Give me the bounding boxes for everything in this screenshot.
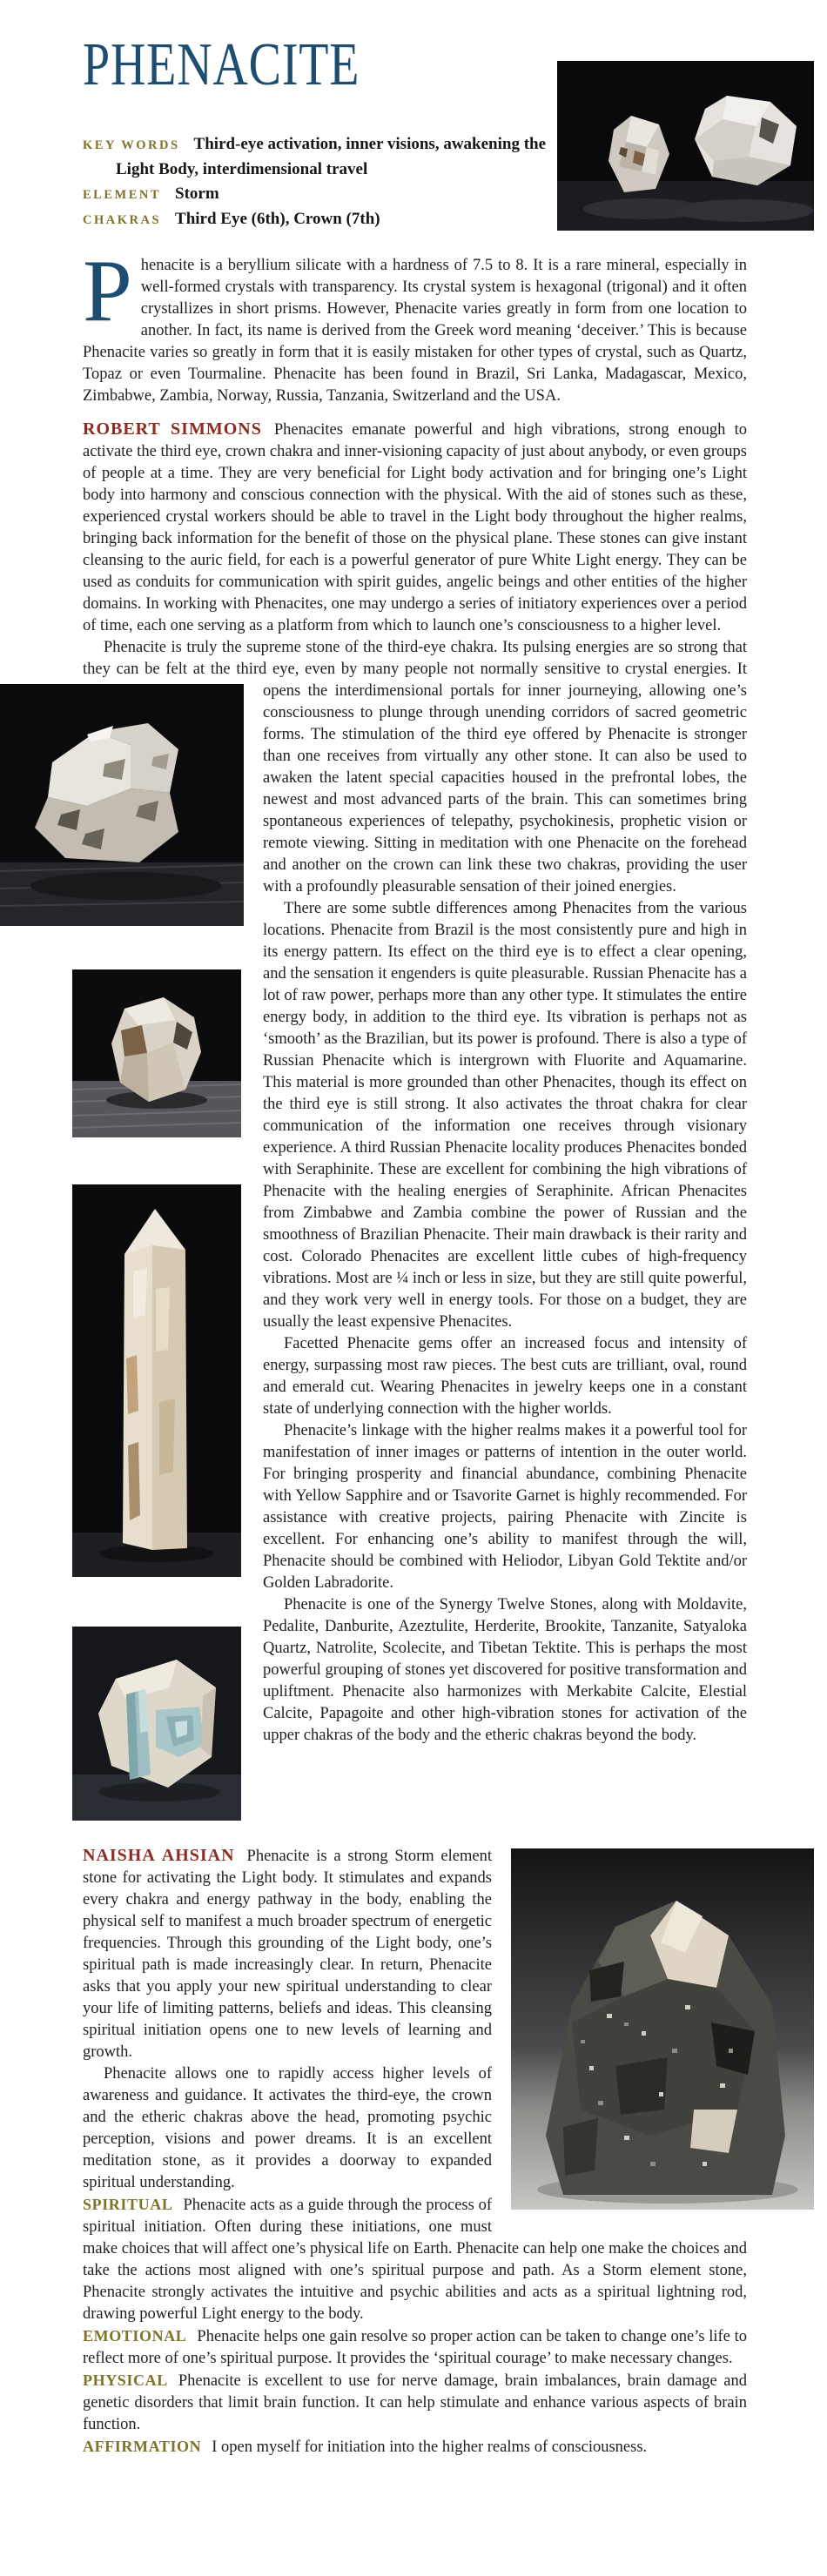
key-words-label: KEY WORDS [83,138,180,152]
affirmation-text: I open myself for initiation into the higher realms of consciousness. [212,2438,648,2456]
rs-paragraph-2-continued: crystal energies. It opens the interdimensional portals for inner journeying, allowing one’s consciousness to plunge through unending corridors of sacred geometric forms. The stimulation of the third eye offered by Phenacite is stronger than one receives from virtually any other stone. It can also be used to awaken the latent special capacities housed in the prefrontal lobes, the newest and most advanced parts of the brain. This can sometimes bring spontaneous experiences of telepathy, psychokinesis, prophetic vision or remote viewing. Sitting in meditation with one Phenacite on the forehead and another on the crown can link these two chakras, providing the user with a profoundly pleasurable sensation of their joined energies. [263,661,747,896]
emotional-paragraph [83,2325,747,2370]
spiritual-paragraph [83,2194,747,2325]
photo-phenacite-prism [72,1184,244,1577]
rs-paragraph-2 [83,637,747,898]
key-words-value: Third-eye activation, inner visions, awakening the Light Body, interdimensional travel [116,135,547,178]
element-row [83,182,570,207]
rs-paragraph-6: Phenacite is one of the Synergy Twelve Stones, along with Moldavite, Pedalite, Danburite, Azeztulite, Herderite, Brookite, Tanzanite, Satyaloka Quartz, Natrolite, Scolecite, and Tibetan Tektite. This is perhaps the most powerful grouping of stones yet discovered for positive transformation and upliftment. Phenacite also harmonizes with Merkabite Calcite, Elestial Calcite, Papagoite and other high-vibration stones for activation of the upper chakras of the body and the etheric chakras beyond the body. [263,1596,747,1744]
physical-paragraph [83,2370,747,2436]
photo-phenacite-on-matrix [511,1848,814,2210]
rs-paragraph-1 [83,419,747,637]
rs-paragraph-4: Facetted Phenacite gems offer an increased focus and intensity of energy, surpassing most raw pieces. The best cuts are trilliant, oval, round and emerald cut. Wearing Phenacites in jewelry keeps one in a constant state of underlying connection with the higher worlds. [263,1335,747,1418]
chakras-row [83,207,570,232]
na-paragraph-2: Phenacite allows one to rapidly access higher levels of awareness and guidance. It activates the third-eye, the crown and the etheric chakras above the head, promoting psychic perception, visions and power dreams. It is an excellent meditation stone, as it provides a doorway to expanded spiritual understanding. [83,2065,492,2191]
naisha-ahsian-heading: NAISHA AHSIAN [83,1846,235,1865]
na-paragraph-1-text: Phenacite is a strong Storm element stone for activating the Light body. It stimulates and expands every chakra and energy pathway in the body, enabling the physical self to manifest a much broader spectrum of energetic frequencies. Through this grounding of the Light body, one’s spiritual path is made increasingly clear. In return, Phenacite asks that you apply your new spiritual understanding to clear your life of limiting patterns, beliefs and ideas. This cleansing spiritual initiation opens one to new levels of learning and growth. [83,1848,492,2061]
intro-section [83,242,747,407]
physical-label: PHYSICAL [83,2371,168,2389]
spiritual-text: Phenacite acts as a guide through the process of spiritual initiation. Often during these initiations, one must make choices that will affect one’s physical life on Earth. Phenacite can help one make the choices and take the actions most aligned with one’s spiritual purpose and path. As a Storm element stone, Phenacite strongly activates the intuitive and psychic abilities and acts as a spiritual lightning rod, drawing powerful Light energy to the body. [83,2197,747,2323]
emotional-label: EMOTIONAL [83,2327,187,2345]
drop-cap: P [83,242,132,340]
emotional-text: Phenacite helps one gain resolve so proper action can be taken to change one’s life to reflect more of one’s spiritual purpose. It provides the ‘spiritual courage’ to make necessary changes. [83,2328,747,2367]
chakras-value: Third Eye (6th), Crown (7th) [175,210,380,228]
robert-simmons-section [83,419,747,1747]
physical-text: Phenacite is excellent to use for nerve damage, brain imbalances, brain damage and genetic disorders that limit brain function. It can help stimulate and enhance various aspects of brain function. [83,2372,747,2433]
photo-phenacite-with-aquamarine [72,1627,244,1821]
spiritual-label: SPIRITUAL [83,2196,173,2213]
left-photo-column [0,684,244,1821]
photo-phenacite-cluster [0,684,244,926]
element-label: ELEMENT [83,188,162,202]
intro-text: henacite is a beryllium silicate with a hardness of 7.5 to 8. It is a rare mineral, especially in well-formed crystals with transparency. Its crystal system is hexagonal (trigonal) and it often crystallizes in short prisms. However, Phenacite varies greatly in form from one location to another. In fact, its name is derived from the Greek word meaning ‘deceiver.’ This is because Phenacite varies so greatly in form that it is easily mistaken for other types of crystal, such as Quartz, Topaz or even Tourmaline. Phenacite has been found in Brazil, Sri Lanka, Madagascar, Mexico, Zimbabwe, Zambia, Norway, Russia, Tanzania, Switzerland and the USA. [83,257,747,405]
chakras-label: CHAKRAS [83,213,162,227]
rs-paragraph-1-text: Phenacites emanate powerful and high vibrations, strong enough to activate the third eye, crown chakra and inner-visioning capacity of just about anybody, or even groups of people at a time. They are very beneficial for Light body activation and for bringing one’s Light body into harmony and conscious connection with the physical. With the aid of stones such as these, experienced crystal workers should be able to travel in the Light body throughout the higher realms, bringing back information for the benefit of those on the physical plane. These stones can give instant cleansing to the auric field, for each is a powerful generator of pure White Light energy. They can be used as conduits for communication with spirit guides, angelic beings and other entities of the higher domains. In working with Phenacites, one may undergo a series of initiatory experiences over a period of time, each one serving as a platform from which to launch one’s consciousness to a higher level. [83,421,748,634]
intro-paragraph [83,242,747,407]
affirmation-label: AFFIRMATION [83,2438,202,2455]
key-words-row [83,132,570,182]
key-info [83,132,570,232]
page-title: PHENACITE [83,31,360,98]
element-value: Storm [175,184,219,203]
robert-simmons-heading: ROBERT SIMMONS [83,419,262,439]
rs-paragraph-3: There are some subtle differences among Phenacites from the various locations. Phenacite from Brazil is the most consistently pure and high in its energy pattern. Its effect on the third eye is to effect a clear opening, and the sensation it engenders is quite pleasurable. Russian Phenacite has a lot of raw power, perhaps more than any other type. It stimulates the entire energy body, in addition to the third eye. Its vibration is perhaps not as ‘smooth’ as the Brazilian, but its power is profound. There is also a type of Russian Phenacite which is intergrown with Fluorite and Aquamarine. This material is more grounded than other Phenacites, though its effect on the third eye is still strong. It also activates the throat chakra for clear communication of the information one receives through visionary experience. A third Russian Phenacite locality produces Phenacites bonded with Seraphinite. These are excellent for combining the high vibrations of Phenacite with the healing energies of Seraphinite. African Phenacites from Zimbabwe and Zambia combine the power of Russian and the smoothness of Brazilian Phenacite. Their main drawback is their rarity and cost. Colorado Phenacites are excellent little cubes of high-frequency vibrations. Most are ¼ inch or less in size, but they are still quite powerful, and they work very well in energy tools. For those on a budget, they are usually the least expensive Phenacites. [263,900,747,1331]
naisha-ahsian-section [83,1826,747,2459]
rs-paragraph-5: Phenacite’s linkage with the higher realms makes it a powerful tool for manifestation of inner images or patterns of intention in the outer world. For bringing prosperity and financial abundance, combining Phenacite with Yellow Sapphire and or Tsavorite Garnet is highly recommended. For assistance with creative projects, pairing Phenacite with Zincite is excellent. For enhancing one’s ability to manifest through the will, Phenacite should be combined with Heliodor, Libyan Gold Tektite and/or Golden Labradorite. [263,1422,747,1592]
photo-phenacite-crystal [72,969,244,1137]
rs-paragraph-2-start: Phenacite is truly the supreme stone of the third-eye chakra. Its pulsing energies are so strong that they can be felt at the third eye, even by many people not normally sensitive to [83,639,747,678]
affirmation-paragraph [83,2436,747,2459]
